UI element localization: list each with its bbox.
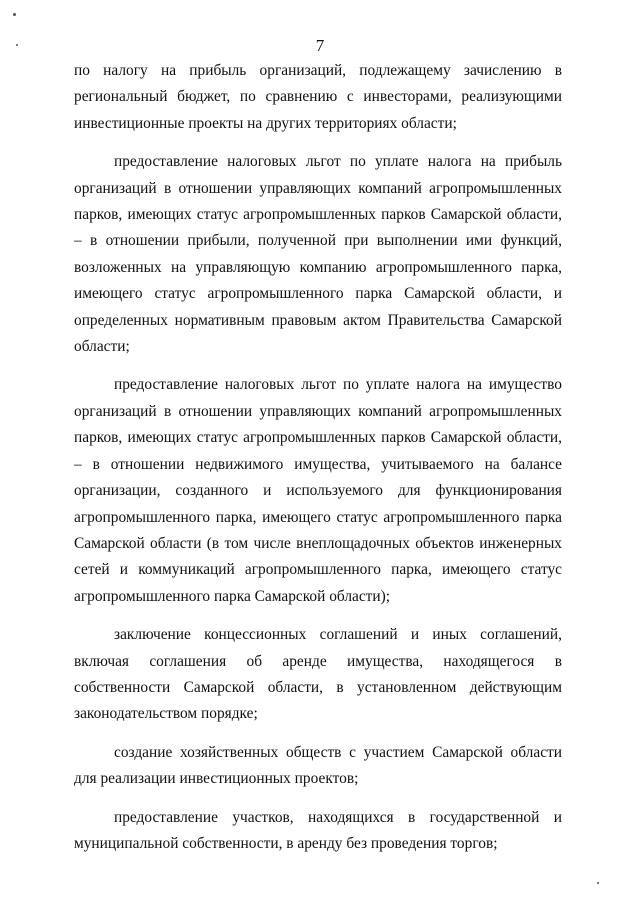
page-number: 7 — [315, 36, 325, 55]
paragraph-profit-tax-benefits: предоставление налоговых льгот по уплате налога на прибыль организаций в отношении управляющих компаний агропромышленных парков, имеющих статус агропромышленных парков Самарской области, – в отношении прибыли, полученной при выполнении ими функций, возложенных на управляющую компанию агропромышленного парка, имеющего статус агропромышленного парка Самарской области, и определенных нормативным правовым актом Правительства Самарской области; — [74, 153, 562, 356]
paragraph-property-tax-benefits: предоставление налоговых льгот по уплате налога на имущество организаций в отношении управляющих компаний агропромышленных парков, имеющих статус агропромышленных парков Самарской области, – в отношении недвижимого имущества, учитываемого на балансе организации, созданного и используемого для функционирования агропромышленного парка, имеющего статус агропромышленного парка Самарской области (в том числе внеплощадочных объектов инженерных сетей и коммуникаций агропромышленного парка, имеющего статус агропромышленного парка Самарской области); — [74, 376, 562, 605]
scan-speck-top-left — [13, 13, 16, 16]
paragraph-continuation: по налогу на прибыль организаций, подлежащему зачислению в региональный бюджет, по сравнению с инвесторами, реализующими инвестиционные проекты на других территориях области; — [74, 62, 562, 132]
paragraph-land-lease: предоставление участков, находящихся в государственной и муниципальной собственности, в аренду без проведения торгов; — [74, 808, 562, 852]
paragraph-concession-agreements: заключение концессионных соглашений и иных соглашений, включая соглашения об аренде имущества, находящегося в собственности Самарской области, в установленном действующим законодательством порядке; — [74, 626, 562, 723]
scan-speck-bottom-right — [597, 882, 599, 884]
document-body — [74, 58, 562, 857]
paragraph-business-companies: создание хозяйственных обществ с участием Самарской области для реализации инвестиционных проектов; — [74, 743, 562, 788]
